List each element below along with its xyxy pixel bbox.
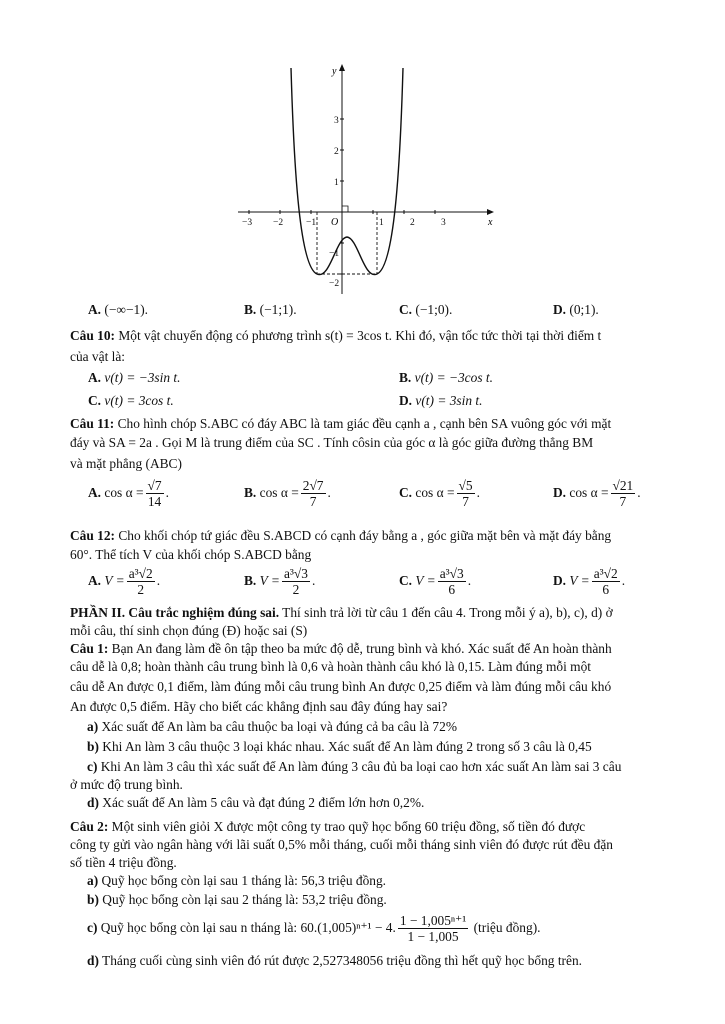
part2-intro: mỗi câu, thí sinh chọn đúng (Đ) hoặc sai (S) [70,623,308,638]
y-axis-label: y [332,66,337,77]
x-tick-label: 1 [379,218,384,228]
fraction: $\frac{√5}{7}$ [458,478,473,510]
y-tick-label: 1 [334,178,339,188]
c2-line1: Câu 2: Một sinh viên giỏi X được một công ty trao quỹ học bổng 60 triệu đồng, số tiền đó được [70,819,586,834]
x-axis-label: x [488,217,493,228]
y-axis-arrow-icon [339,64,345,71]
x-tick-label: −3 [242,218,253,228]
c2-statement-c[interactable]: c) Quỹ học bổng còn lại sau n tháng là: 60.(1,005)ⁿ⁺¹ − 4. $\frac{\text{1 − 1,005ⁿ⁺¹}}{1 - 1,005}$ (triệu đồng). [87,913,541,945]
q11-option-b[interactable]: B. cos α = $\frac{2√7}{7}$ . [244,478,331,510]
q10-line1: Câu 10: Một vật chuyển động có phương trình s(t) = 3cos t. Khi đó, vận tốc tức thời tại thời điểm t [70,328,602,343]
q10-option-d[interactable]: D. v(t) = 3sin t. [399,393,483,408]
y-tick-label: −1 [329,249,340,259]
x-tick-label: −1 [306,218,317,228]
q10-line2: của vật là: [70,349,126,364]
q11-line3: và mặt phẳng (ABC) [70,456,182,471]
x-axis-arrow-icon [487,209,494,215]
c2-statement-b[interactable]: b) Quỹ học bổng còn lại sau 2 tháng là: 53,2 triệu đồng. [87,892,387,907]
x-tick-label: 3 [441,218,446,228]
c1-statement-c[interactable]: c) Khi An làm 3 câu thì xác suất để An làm đúng 3 câu đủ ba loại cao hơn xác suất An làm sai 3 câu [87,759,622,774]
c2-statement-d[interactable]: d) Tháng cuối cùng sinh viên đó rút được 2,527348056 triệu đồng thì hết quỹ học bổng trên. [87,953,582,968]
q11-option-c[interactable]: C. cos α = $\frac{√5}{7}$ . [399,478,480,510]
q11-option-a[interactable]: A. cos α = $\frac{√7}{14}$ . [88,478,169,510]
c1-statement-d[interactable]: d) Xác suất để An làm 5 câu và đạt đúng 2 điểm lớn hơn 0,2%. [87,795,425,810]
x-tick-label: −2 [273,218,284,228]
fraction: $\frac{\text{1 − 1,005ⁿ⁺¹}}{1 - 1,005}$ [399,913,467,945]
right-angle-mark [342,206,348,212]
function-graph [228,62,510,298]
q9-option-a[interactable]: A. (−∞−1). [88,302,149,317]
c2-statement-a[interactable]: a) Quỹ học bổng còn lại sau 1 tháng là: 56,3 triệu đồng. [87,873,387,888]
c1-line2: câu dễ là 0,8; hoàn thành câu trung bình là 0,6 và hoàn thành câu khó là 0,15. Làm đúng mỗi một [70,659,591,674]
fraction: $\frac{\text{a³√2}}{2}$ [128,566,153,598]
fraction: $\frac{√21}{7}$ [612,478,634,510]
q12-option-b[interactable]: B. V = $\frac{\text{a³√3}}{2}$ . [244,566,316,598]
q12-option-c[interactable]: C. V = $\frac{\text{a³√3}}{6}$ . [399,566,472,598]
q10-option-c[interactable]: C. v(t) = 3cos t. [88,393,174,408]
q10-option-a[interactable]: A. v(t) = −3sin t. [88,370,181,385]
fraction: $\frac{√7}{14}$ [147,478,162,510]
x-tick-label: 2 [410,218,415,228]
y-tick-label: 3 [334,116,339,126]
c1-statement-c-cont: ở mức độ trung bình. [70,777,183,792]
c1-line3: câu dễ An được 0,1 điểm, làm đúng mỗi câu trung bình An được 0,25 điểm và làm đúng mỗi câu khó [70,679,612,694]
c2-line3: số tiền 4 triệu đồng. [70,855,177,870]
y-tick-label: −2 [329,279,340,289]
q12-option-a[interactable]: A. V = $\frac{\text{a³√2}}{2}$ . [88,566,161,598]
c2-line2: công ty gửi vào ngân hàng với lãi suất 0,5% mỗi tháng, cuối mỗi tháng sinh viên đó được rút đều đặn [70,837,614,852]
q9-option-b[interactable]: B. (−1;1). [244,302,297,317]
c1-line4: An được 0,5 điểm. Hãy cho biết các khẳng định sau đây đúng hay sai? [70,699,448,714]
q12-line2: 60°. Thể tích V của khối chóp S.ABCD bằng [70,547,312,562]
fraction: $\frac{2√7}{7}$ [302,478,324,510]
c1-line1: Câu 1: Bạn An đang làm đề ôn tập theo ba mức độ dễ, trung bình và khó. Xác suất để An hoàn thành [70,641,612,656]
q11-option-d[interactable]: D. cos α = $\frac{√21}{7}$ . [553,478,641,510]
q9-option-d[interactable]: D. (0;1). [553,302,599,317]
origin-label: O [331,217,339,228]
q12-line1: Câu 12: Cho khối chóp tứ giác đều S.ABCD có cạnh đáy bằng a , góc giữa mặt bên và mặt đáy bằng [70,528,612,543]
fraction: $\frac{\text{a³√3}}{6}$ [439,566,464,598]
fraction: $\frac{\text{a³√3}}{2}$ [283,566,308,598]
fraction: $\frac{\text{a³√2}}{6}$ [593,566,618,598]
q9-option-c[interactable]: C. (−1;0). [399,302,453,317]
function-curve [291,68,403,275]
q11-line1: Câu 11: Cho hình chóp S.ABC có đáy ABC là tam giác đều cạnh a , cạnh bên SA vuông góc với mặt [70,416,612,431]
q10-option-b[interactable]: B. v(t) = −3cos t. [399,370,493,385]
c1-statement-b[interactable]: b) Khi An làm 3 câu thuộc 3 loại khác nhau. Xác suất để An làm đúng 2 trong số 3 câu là 0,45 [87,739,592,754]
c1-statement-a[interactable]: a) Xác suất để An làm ba câu thuộc ba loại và đúng cả ba câu là 72% [87,719,457,734]
q11-line2: đáy và SA = 2a . Gọi M là trung điểm của SC . Tính côsin của góc α là góc giữa đường thẳng BM [70,435,594,450]
q12-option-d[interactable]: D. V = $\frac{\text{a³√2}}{6}$ . [553,566,626,598]
y-tick-label: 2 [334,147,339,157]
part2-heading: PHẦN II. Câu trắc nghiệm đúng sai. Thí sinh trả lời từ câu 1 đến câu 4. Trong mỗi ý a), b), c), d) ở [70,605,613,620]
